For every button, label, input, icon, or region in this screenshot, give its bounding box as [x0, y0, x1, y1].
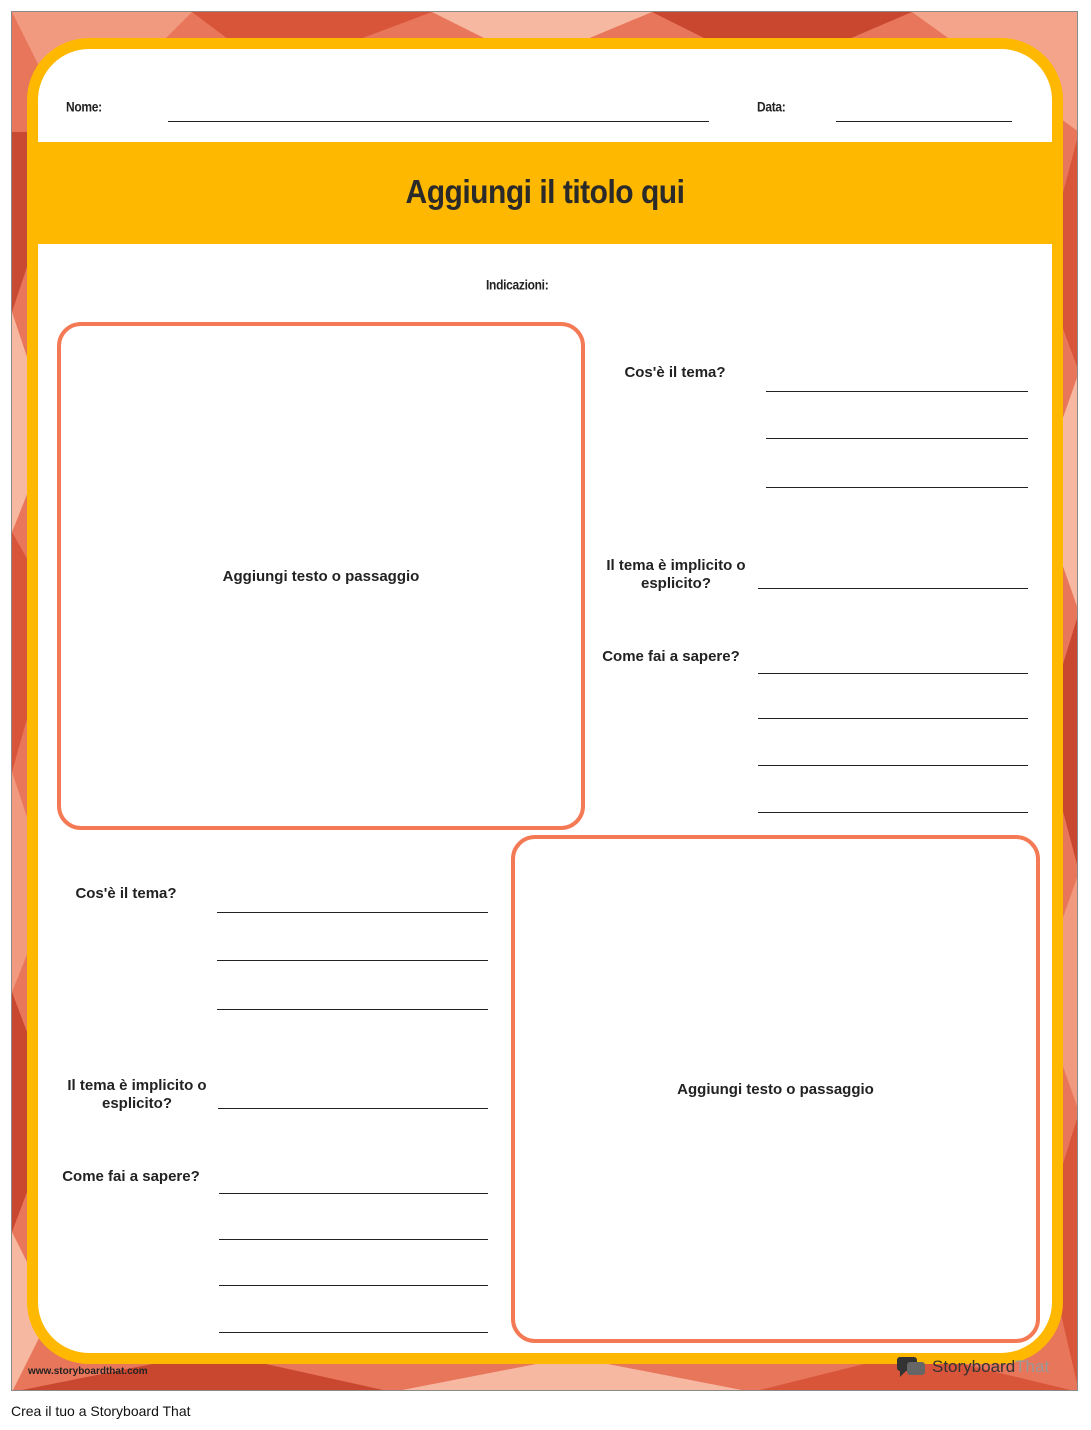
date-label: Data:: [757, 98, 786, 116]
page-title[interactable]: Aggiungi il titolo qui: [405, 174, 685, 211]
answer-line[interactable]: [766, 391, 1028, 392]
footer-url[interactable]: www.storyboardthat.com: [28, 1366, 148, 1377]
date-field[interactable]: [836, 121, 1012, 122]
answer-line[interactable]: [766, 438, 1028, 439]
answer-line[interactable]: [219, 1193, 488, 1194]
answer-line[interactable]: [758, 588, 1028, 589]
question-theme-2: Cos'è il tema?: [75, 885, 177, 902]
text-passage-placeholder: Aggiungi testo o passaggio: [222, 567, 420, 585]
question-how-1: Come fai a sapere?: [602, 648, 740, 665]
storyboardthat-logo: [896, 1356, 1049, 1378]
answer-line[interactable]: [758, 718, 1028, 719]
title-banner: [38, 142, 1052, 244]
logo-text: [932, 1357, 1049, 1377]
answer-line[interactable]: [219, 1285, 488, 1286]
name-label: Nome:: [66, 98, 102, 116]
answer-line[interactable]: [217, 960, 488, 961]
answer-line[interactable]: [758, 673, 1028, 674]
text-passage-box-2[interactable]: [511, 835, 1040, 1343]
answer-line[interactable]: [217, 912, 488, 913]
logo-word-thin: That: [1015, 1357, 1050, 1376]
directions-label: Indicazioni:: [486, 276, 549, 294]
answer-line[interactable]: [758, 765, 1028, 766]
answer-line[interactable]: [219, 1239, 488, 1240]
answer-line[interactable]: [217, 1009, 488, 1010]
question-how-2: Come fai a sapere?: [62, 1168, 200, 1185]
answer-line[interactable]: [758, 812, 1028, 813]
logo-word-bold: Storyboard: [932, 1357, 1016, 1376]
answer-line[interactable]: [766, 487, 1028, 488]
text-passage-placeholder: Aggiungi testo o passaggio: [677, 1080, 874, 1098]
question-implicit-2: Il tema è implicito o esplicito?: [67, 1077, 207, 1112]
credit-text[interactable]: Crea il tuo a Storyboard That: [11, 1403, 191, 1419]
speech-bubble-icon: [896, 1356, 926, 1378]
text-passage-box-1[interactable]: [57, 322, 585, 830]
name-field[interactable]: [168, 121, 709, 122]
answer-line[interactable]: [218, 1108, 488, 1109]
question-implicit-1: Il tema è implicito o esplicito?: [606, 557, 746, 592]
question-theme-1: Cos'è il tema?: [624, 364, 726, 381]
answer-line[interactable]: [219, 1332, 488, 1333]
